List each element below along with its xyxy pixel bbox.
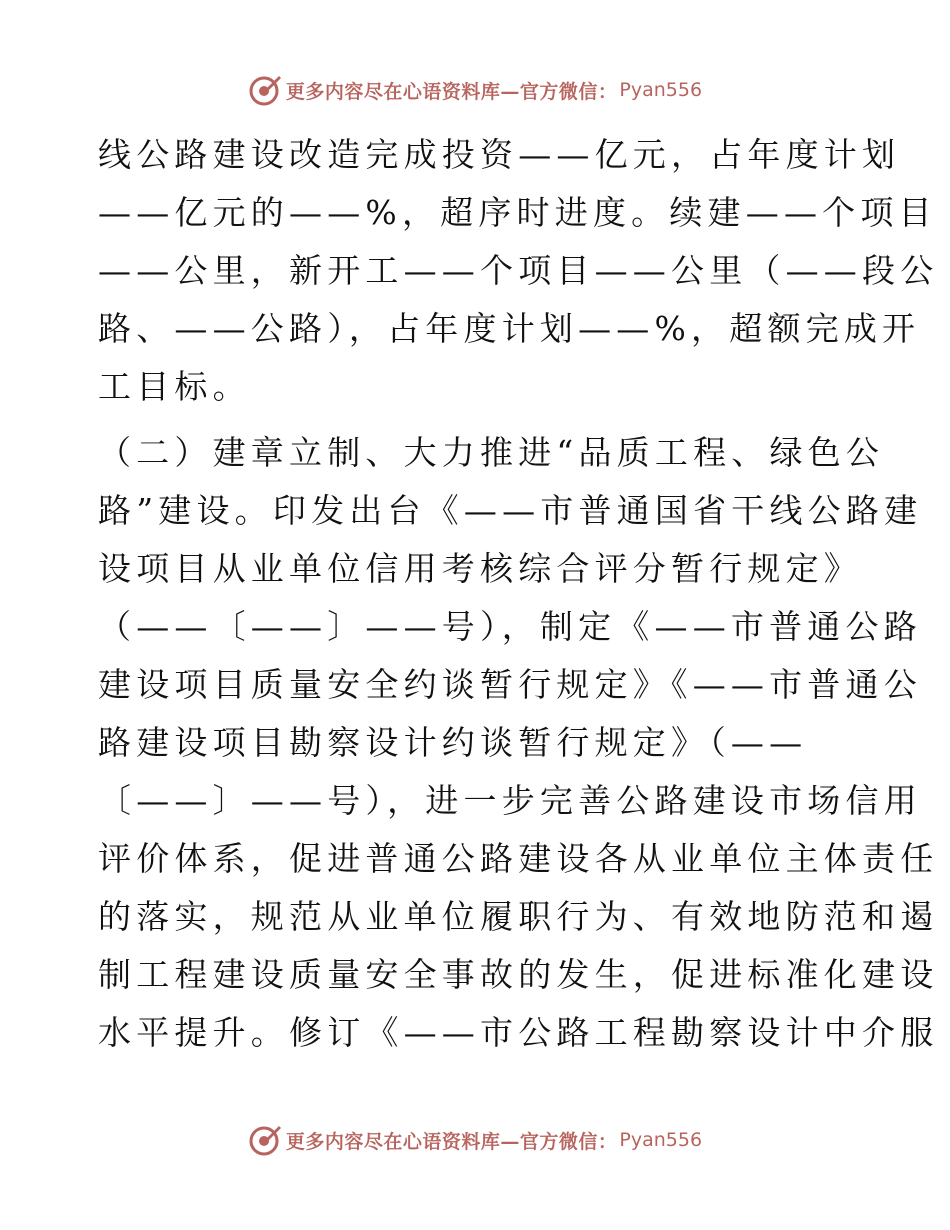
header-banner (0, 70, 950, 110)
text-line: （二）建章立制、大力推进“品质工程、绿色公 (98, 433, 885, 472)
text-line: 路、——公路），占年度计划——%，超额完成开 (98, 309, 921, 348)
text-line: 路建设项目勘察设计约谈暂行规定》（—— (98, 723, 808, 762)
text-line: 路”建设。印发出台《——市普通国省干线公路建 (98, 491, 923, 530)
text-line: 设项目从业单位信用考核综合评分暂行规定》 (98, 549, 862, 588)
text-line: 评价体系，促进普通公路建设各从业单位主体责任 (98, 839, 939, 878)
header-site-text: 更多内容尽在心语资料库—官方微信： (285, 80, 618, 103)
document-body (98, 126, 939, 1062)
brand-logo-icon (248, 73, 282, 107)
text-line: ——公里，新开工——个项目——公里（——段公 (98, 251, 939, 290)
text-line: （——〔——〕——号），制定《——市普通公路 (98, 607, 922, 646)
text-line: 制工程建设质量安全事故的发生，促进标准化建设 (98, 955, 939, 994)
text-line: ——亿元的——%，超序时进度。续建——个项目 (98, 193, 937, 232)
text-line: 的落实，规范从业单位履职行为、有效地防范和遏 (98, 897, 939, 936)
footer-site-text: 更多内容尽在心语资料库—官方微信： (285, 1130, 618, 1153)
text-line: 线公路建设改造完成投资——亿元，占年度计划 (98, 135, 901, 174)
text-line: 建设项目质量安全约谈暂行规定》《——市普通公 (98, 665, 922, 704)
paragraph-gap (98, 416, 850, 424)
paragraph-1 (98, 126, 939, 416)
footer-wechat-id: Pyan556 (619, 1129, 703, 1151)
brand-logo-icon (248, 1123, 282, 1157)
paragraph-2 (98, 424, 939, 1062)
text-line: 工目标。 (98, 367, 251, 406)
text-line: 水平提升。修订《——市公路工程勘察设计中介服 (98, 1013, 939, 1052)
text-line: 〔——〕——号），进一步完善公路建设市场信用 (98, 781, 922, 820)
footer-banner (0, 1120, 950, 1160)
header-wechat-id: Pyan556 (619, 79, 703, 101)
